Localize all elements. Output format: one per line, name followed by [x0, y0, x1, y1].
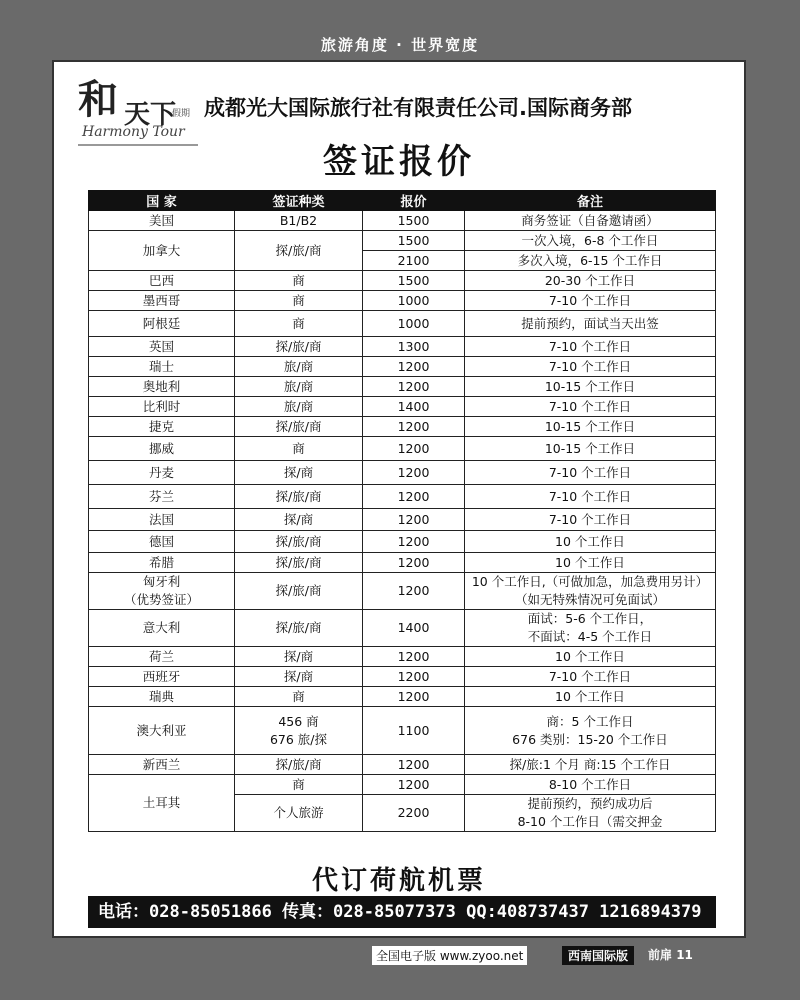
- note-cell: [465, 610, 716, 647]
- note-cell: 多次入境，6-15 个工作日: [465, 251, 716, 271]
- visa-type-cell: 商: [235, 271, 363, 291]
- country-cell: 希腊: [89, 553, 235, 573]
- table-row: [89, 687, 716, 707]
- country-cell: 澳大利亚: [89, 707, 235, 755]
- table-row: [89, 357, 716, 377]
- country-cell: 土耳其: [89, 775, 235, 832]
- table-row: [89, 417, 716, 437]
- visa-type-cell: 个人旅游: [235, 795, 363, 832]
- visa-type-cell: B1/B2: [235, 211, 363, 231]
- visa-type-cell: 探/商: [235, 461, 363, 485]
- note-cell: [465, 707, 716, 755]
- price-cell: 1200: [363, 377, 465, 397]
- visa-type-cell: [235, 707, 363, 755]
- visa-type-cell: 探/商: [235, 509, 363, 531]
- country-cell: 比利时: [89, 397, 235, 417]
- note-cell: 20-30 个工作日: [465, 271, 716, 291]
- note-cell: 一次入境，6-8 个工作日: [465, 231, 716, 251]
- note-cell: 商务签证（自备邀请函）: [465, 211, 716, 231]
- price-cell: 1400: [363, 610, 465, 647]
- price-cell: 1200: [363, 531, 465, 553]
- visa-type-cell: 商: [235, 437, 363, 461]
- price-cell: 1200: [363, 775, 465, 795]
- country-cell: 奥地利: [89, 377, 235, 397]
- note-cell: 7-10 个工作日: [465, 291, 716, 311]
- flight-ticket-promo: 代订荷航机票: [311, 866, 486, 896]
- logo-mark: 和: [78, 76, 118, 123]
- visa-type-cell: 探/旅/商: [235, 231, 363, 271]
- visa-type-cell: 旅/商: [235, 397, 363, 417]
- table-row: [89, 755, 716, 775]
- table-row: [89, 553, 716, 573]
- price-cell: 1000: [363, 291, 465, 311]
- table-row: [89, 509, 716, 531]
- note-cell: 7-10 个工作日: [465, 667, 716, 687]
- country-cell: 芬兰: [89, 485, 235, 509]
- visa-type-cell: 探/旅/商: [235, 337, 363, 357]
- table-row: [89, 707, 716, 755]
- table-row: [89, 397, 716, 417]
- note-cell: 7-10 个工作日: [465, 397, 716, 417]
- visa-type-cell: 商: [235, 311, 363, 337]
- table-row: [89, 531, 716, 553]
- note-cell: 10-15 个工作日: [465, 377, 716, 397]
- country-cell: 丹麦: [89, 461, 235, 485]
- visa-type-line-2: 676 旅/探: [269, 731, 328, 747]
- note-cell: 7-10 个工作日: [465, 357, 716, 377]
- visa-type-cell: 探/旅/商: [235, 417, 363, 437]
- country-cell: 墨西哥: [89, 291, 235, 311]
- country-remark: （优势签证）: [123, 592, 199, 607]
- price-cell: 1200: [363, 485, 465, 509]
- company-name: 成都光大国际旅行社有限责任公司.国际商务部: [204, 96, 632, 120]
- table-row: [89, 461, 716, 485]
- price-cell: 1300: [363, 337, 465, 357]
- table-row: [89, 573, 716, 610]
- country-cell: 法国: [89, 509, 235, 531]
- table-row: [89, 311, 716, 337]
- note-line-2: 676 类别：15-20 个工作日: [512, 731, 668, 747]
- footer-section: 前扉: [648, 948, 673, 962]
- table-row: [89, 485, 716, 509]
- visa-type-line-1: 456 商: [278, 713, 319, 729]
- country-cell: 意大利: [89, 610, 235, 647]
- visa-type-cell: 探/旅/商: [235, 573, 363, 610]
- page-title: 签证报价: [323, 142, 475, 182]
- country-cell: 美国: [89, 211, 235, 231]
- visa-type-cell: 探/旅/商: [235, 531, 363, 553]
- note-cell: 7-10 个工作日: [465, 461, 716, 485]
- price-cell: 1200: [363, 647, 465, 667]
- country-cell: 阿根廷: [89, 311, 235, 337]
- country-cell: [89, 573, 235, 610]
- price-cell: 1200: [363, 417, 465, 437]
- country-cell: 加拿大: [89, 231, 235, 271]
- country-cell: 挪威: [89, 437, 235, 461]
- footer-page: [648, 946, 693, 963]
- visa-type-cell: 探/商: [235, 667, 363, 687]
- price-cell: 1200: [363, 573, 465, 610]
- table-row: [89, 271, 716, 291]
- country-name: 匈牙利: [142, 574, 181, 589]
- contact-bar: 电话：028-85051866 传真：028-85077373 QQ:408737437 1216894379: [88, 896, 716, 928]
- top-banner: 旅游角度 · 世界宽度: [320, 36, 480, 54]
- footer-label: 全国电子版 www.zyoo.net: [372, 946, 527, 965]
- note-line-2: 不面试：4-5 个工作日: [527, 629, 653, 644]
- note-cell: 7-10 个工作日: [465, 485, 716, 509]
- visa-type-cell: 探/旅/商: [235, 755, 363, 775]
- table-row: [89, 377, 716, 397]
- visa-type-cell: 旅/商: [235, 377, 363, 397]
- note-cell: 8-10 个工作日: [465, 775, 716, 795]
- note-cell: 提前预约，面试当天出签: [465, 311, 716, 337]
- logo-mark-secondary: 天下: [124, 100, 177, 130]
- visa-type-cell: 商: [235, 687, 363, 707]
- price-cell: 1400: [363, 397, 465, 417]
- country-cell: 瑞士: [89, 357, 235, 377]
- price-cell: 1200: [363, 357, 465, 377]
- ad-page: [52, 60, 746, 938]
- table-row: [89, 231, 716, 251]
- price-cell: 2200: [363, 795, 465, 832]
- price-cell: 1500: [363, 231, 465, 251]
- table-row: [89, 667, 716, 687]
- logo-tag: 假期: [172, 109, 191, 119]
- note-cell: 探/旅:1 个月 商:15 个工作日: [465, 755, 716, 775]
- note-cell: 10-15 个工作日: [465, 417, 716, 437]
- header-note: 备注: [465, 191, 716, 211]
- visa-type-cell: 探/旅/商: [235, 485, 363, 509]
- price-cell: 1200: [363, 687, 465, 707]
- note-line-2: 8-10 个工作日（需交押金: [517, 814, 663, 829]
- country-cell: 英国: [89, 337, 235, 357]
- price-cell: 1200: [363, 755, 465, 775]
- logo-english-name: Harmony Tour: [82, 124, 185, 140]
- header-country: 国 家: [89, 191, 235, 211]
- country-cell: 巴西: [89, 271, 235, 291]
- visa-type-cell: 商: [235, 775, 363, 795]
- visa-type-cell: 商: [235, 291, 363, 311]
- note-line-2: （如无特殊情况可免面试）: [514, 592, 665, 607]
- note-cell: 10-15 个工作日: [465, 437, 716, 461]
- price-cell: 1200: [363, 667, 465, 687]
- note-line-1: 提前预约，预约成功后: [527, 796, 653, 811]
- table-row: [89, 647, 716, 667]
- visa-type-cell: 探/旅/商: [235, 553, 363, 573]
- note-cell: 7-10 个工作日: [465, 337, 716, 357]
- country-cell: 德国: [89, 531, 235, 553]
- note-cell: 7-10 个工作日: [465, 509, 716, 531]
- note-cell: [465, 795, 716, 832]
- note-line-1: 面试：5-6 个工作日，: [527, 611, 653, 626]
- note-cell: 10 个工作日: [465, 531, 716, 553]
- note-cell: [465, 573, 716, 610]
- table-header-row: [89, 191, 716, 211]
- visa-type-cell: 旅/商: [235, 357, 363, 377]
- table-row: [89, 291, 716, 311]
- price-cell: 1200: [363, 553, 465, 573]
- visa-type-cell: 探/旅/商: [235, 610, 363, 647]
- header-price: 报价: [363, 191, 465, 211]
- footer-brand: 西南国际版: [562, 946, 634, 965]
- footer-page-number: 11: [676, 948, 693, 962]
- visa-price-table: [88, 190, 716, 832]
- visa-type-cell: 探/商: [235, 647, 363, 667]
- table-row: [89, 337, 716, 357]
- country-cell: 荷兰: [89, 647, 235, 667]
- table-row: [89, 610, 716, 647]
- note-cell: 10 个工作日: [465, 553, 716, 573]
- table-row: [89, 437, 716, 461]
- price-cell: 1200: [363, 461, 465, 485]
- note-line-1: 10 个工作日,（可做加急，加急费用另计）: [471, 574, 709, 589]
- price-cell: 1500: [363, 211, 465, 231]
- country-cell: 西班牙: [89, 667, 235, 687]
- price-cell: 1000: [363, 311, 465, 337]
- price-cell: 1200: [363, 509, 465, 531]
- price-cell: 1500: [363, 271, 465, 291]
- price-cell: 1200: [363, 437, 465, 461]
- note-cell: 10 个工作日: [465, 647, 716, 667]
- country-cell: 新西兰: [89, 755, 235, 775]
- table-row: [89, 775, 716, 795]
- note-line-1: 商：5 个工作日: [546, 713, 634, 729]
- note-cell: 10 个工作日: [465, 687, 716, 707]
- country-cell: 瑞典: [89, 687, 235, 707]
- price-cell: 1100: [363, 707, 465, 755]
- country-cell: 捷克: [89, 417, 235, 437]
- header-visa-type: 签证种类: [235, 191, 363, 211]
- price-cell: 2100: [363, 251, 465, 271]
- table-row: [89, 211, 716, 231]
